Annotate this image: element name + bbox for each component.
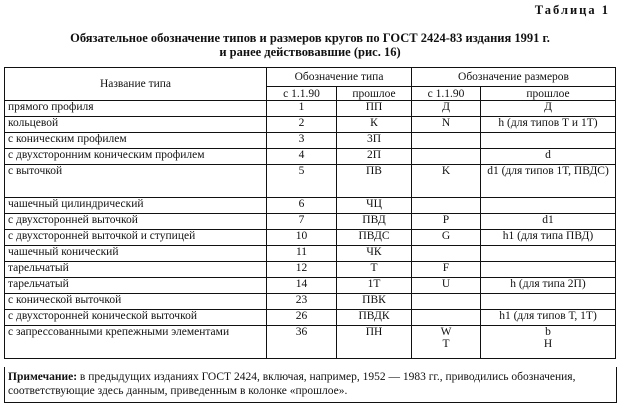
table-row	[5, 117, 616, 133]
size-old-cell: d	[481, 149, 616, 165]
table-title	[0, 31, 620, 59]
note-text: в предыдущих изданиях ГОСТ 2424, включая, например, 1952 — 1983 гг., приводились обозначения, соответствующие здесь данным, приведенным в колонке «прошлое».	[8, 371, 576, 397]
note-label: Примечание:	[8, 371, 78, 383]
table-row	[5, 214, 616, 230]
type-name-cell: с двухсторонней выточкой и ступицей	[5, 230, 267, 246]
header-size-designation: Обозначение размеров	[412, 68, 616, 87]
type-name-cell: чашечный цилиндрический	[5, 198, 267, 214]
size-new-cell: N	[412, 117, 481, 133]
table-row	[5, 149, 616, 165]
header-type-name: Название типа	[5, 68, 267, 101]
size-old-cell: d1	[481, 214, 616, 230]
size-new-cell: P	[412, 214, 481, 230]
type-new-cell: 36	[267, 326, 337, 359]
type-new-cell: 7	[267, 214, 337, 230]
table-row	[5, 278, 616, 294]
header-size-past: прошлое	[481, 87, 616, 101]
type-old-cell: 2П	[337, 149, 412, 165]
size-old-cell	[481, 294, 616, 310]
table-row	[5, 198, 616, 214]
type-name-cell: с двухсторонней конической выточкой	[5, 310, 267, 326]
size-old-cell: h (для типа 2П)	[481, 278, 616, 294]
size-old-cell	[481, 262, 616, 278]
type-old-cell: ПВ	[337, 165, 412, 198]
type-old-cell: 3П	[337, 133, 412, 149]
type-new-cell: 11	[267, 246, 337, 262]
type-name-cell: тарельчатый	[5, 262, 267, 278]
size-old-cell	[481, 133, 616, 149]
type-new-cell: 14	[267, 278, 337, 294]
type-name-cell: с двухсторонней выточкой	[5, 214, 267, 230]
size-new-cell	[412, 149, 481, 165]
size-new-cell: U	[412, 278, 481, 294]
type-old-cell: К	[337, 117, 412, 133]
type-old-cell: ЧК	[337, 246, 412, 262]
type-name-cell: тарельчатый	[5, 278, 267, 294]
table-row	[5, 310, 616, 326]
type-old-cell: ЧЦ	[337, 198, 412, 214]
type-name-cell: с коническим профилем	[5, 133, 267, 149]
type-name-cell: с двухсторонним коническим профилем	[5, 149, 267, 165]
size-old-cell: h (для типов Т и 1Т)	[481, 117, 616, 133]
size-old-cell: h1 (для типов Т, 1Т)	[481, 310, 616, 326]
header-type-since: с 1.1.90	[267, 87, 337, 101]
size-new-cell	[412, 310, 481, 326]
type-new-cell: 4	[267, 149, 337, 165]
table-row	[5, 101, 616, 117]
header-type-past: прошлое	[337, 87, 412, 101]
size-new-cell	[412, 198, 481, 214]
type-new-cell: 26	[267, 310, 337, 326]
type-name-cell: прямого профиля	[5, 101, 267, 117]
size-old-cell	[481, 198, 616, 214]
type-new-cell: 23	[267, 294, 337, 310]
size-old-cell: h1 (для типа ПВД)	[481, 230, 616, 246]
type-new-cell: 10	[267, 230, 337, 246]
header-type-designation: Обозначение типа	[267, 68, 412, 87]
type-new-cell: 3	[267, 133, 337, 149]
type-old-cell: ПП	[337, 101, 412, 117]
table-row	[5, 294, 616, 310]
type-new-cell: 2	[267, 117, 337, 133]
table-row	[5, 165, 616, 198]
size-new-cell: F	[412, 262, 481, 278]
type-name-cell: чашечный конический	[5, 246, 267, 262]
type-old-cell: ПВД	[337, 214, 412, 230]
size-new-cell: Д	[412, 101, 481, 117]
type-new-cell: 12	[267, 262, 337, 278]
type-old-cell: ПВК	[337, 294, 412, 310]
title-line-2: и ранее действовавшие (рис. 16)	[219, 45, 401, 59]
note	[4, 367, 617, 403]
type-old-cell: ПВДК	[337, 310, 412, 326]
table-row	[5, 262, 616, 278]
gost-table	[4, 67, 616, 359]
size-new-cell	[412, 294, 481, 310]
type-name-cell: с конической выточкой	[5, 294, 267, 310]
type-old-cell: ПН	[337, 326, 412, 359]
size-old-cell: d1 (для типов 1Т, ПВДС)	[481, 165, 616, 198]
type-new-cell: 6	[267, 198, 337, 214]
table-label: Таблица 1	[534, 3, 610, 17]
table-row	[5, 133, 616, 149]
type-old-cell: ПВДС	[337, 230, 412, 246]
size-new-cell: G	[412, 230, 481, 246]
type-name-cell: с выточкой	[5, 165, 267, 198]
size-new-cell: K	[412, 165, 481, 198]
size-new-cell: W T	[412, 326, 481, 359]
size-new-cell	[412, 246, 481, 262]
type-old-cell: Т	[337, 262, 412, 278]
size-old-cell: Д	[481, 101, 616, 117]
title-line-1: Обязательное обозначение типов и размеров кругов по ГОСТ 2424-83 издания 1991 г.	[70, 31, 550, 45]
type-new-cell: 5	[267, 165, 337, 198]
table-row	[5, 246, 616, 262]
type-name-cell: с запрессованными крепежными элементами	[5, 326, 267, 359]
size-new-cell	[412, 133, 481, 149]
header-size-since: с 1.1.90	[412, 87, 481, 101]
type-old-cell: 1Т	[337, 278, 412, 294]
type-name-cell: кольцевой	[5, 117, 267, 133]
size-old-cell: b H	[481, 326, 616, 359]
size-old-cell	[481, 246, 616, 262]
type-new-cell: 1	[267, 101, 337, 117]
table-row	[5, 230, 616, 246]
table-row	[5, 326, 616, 359]
